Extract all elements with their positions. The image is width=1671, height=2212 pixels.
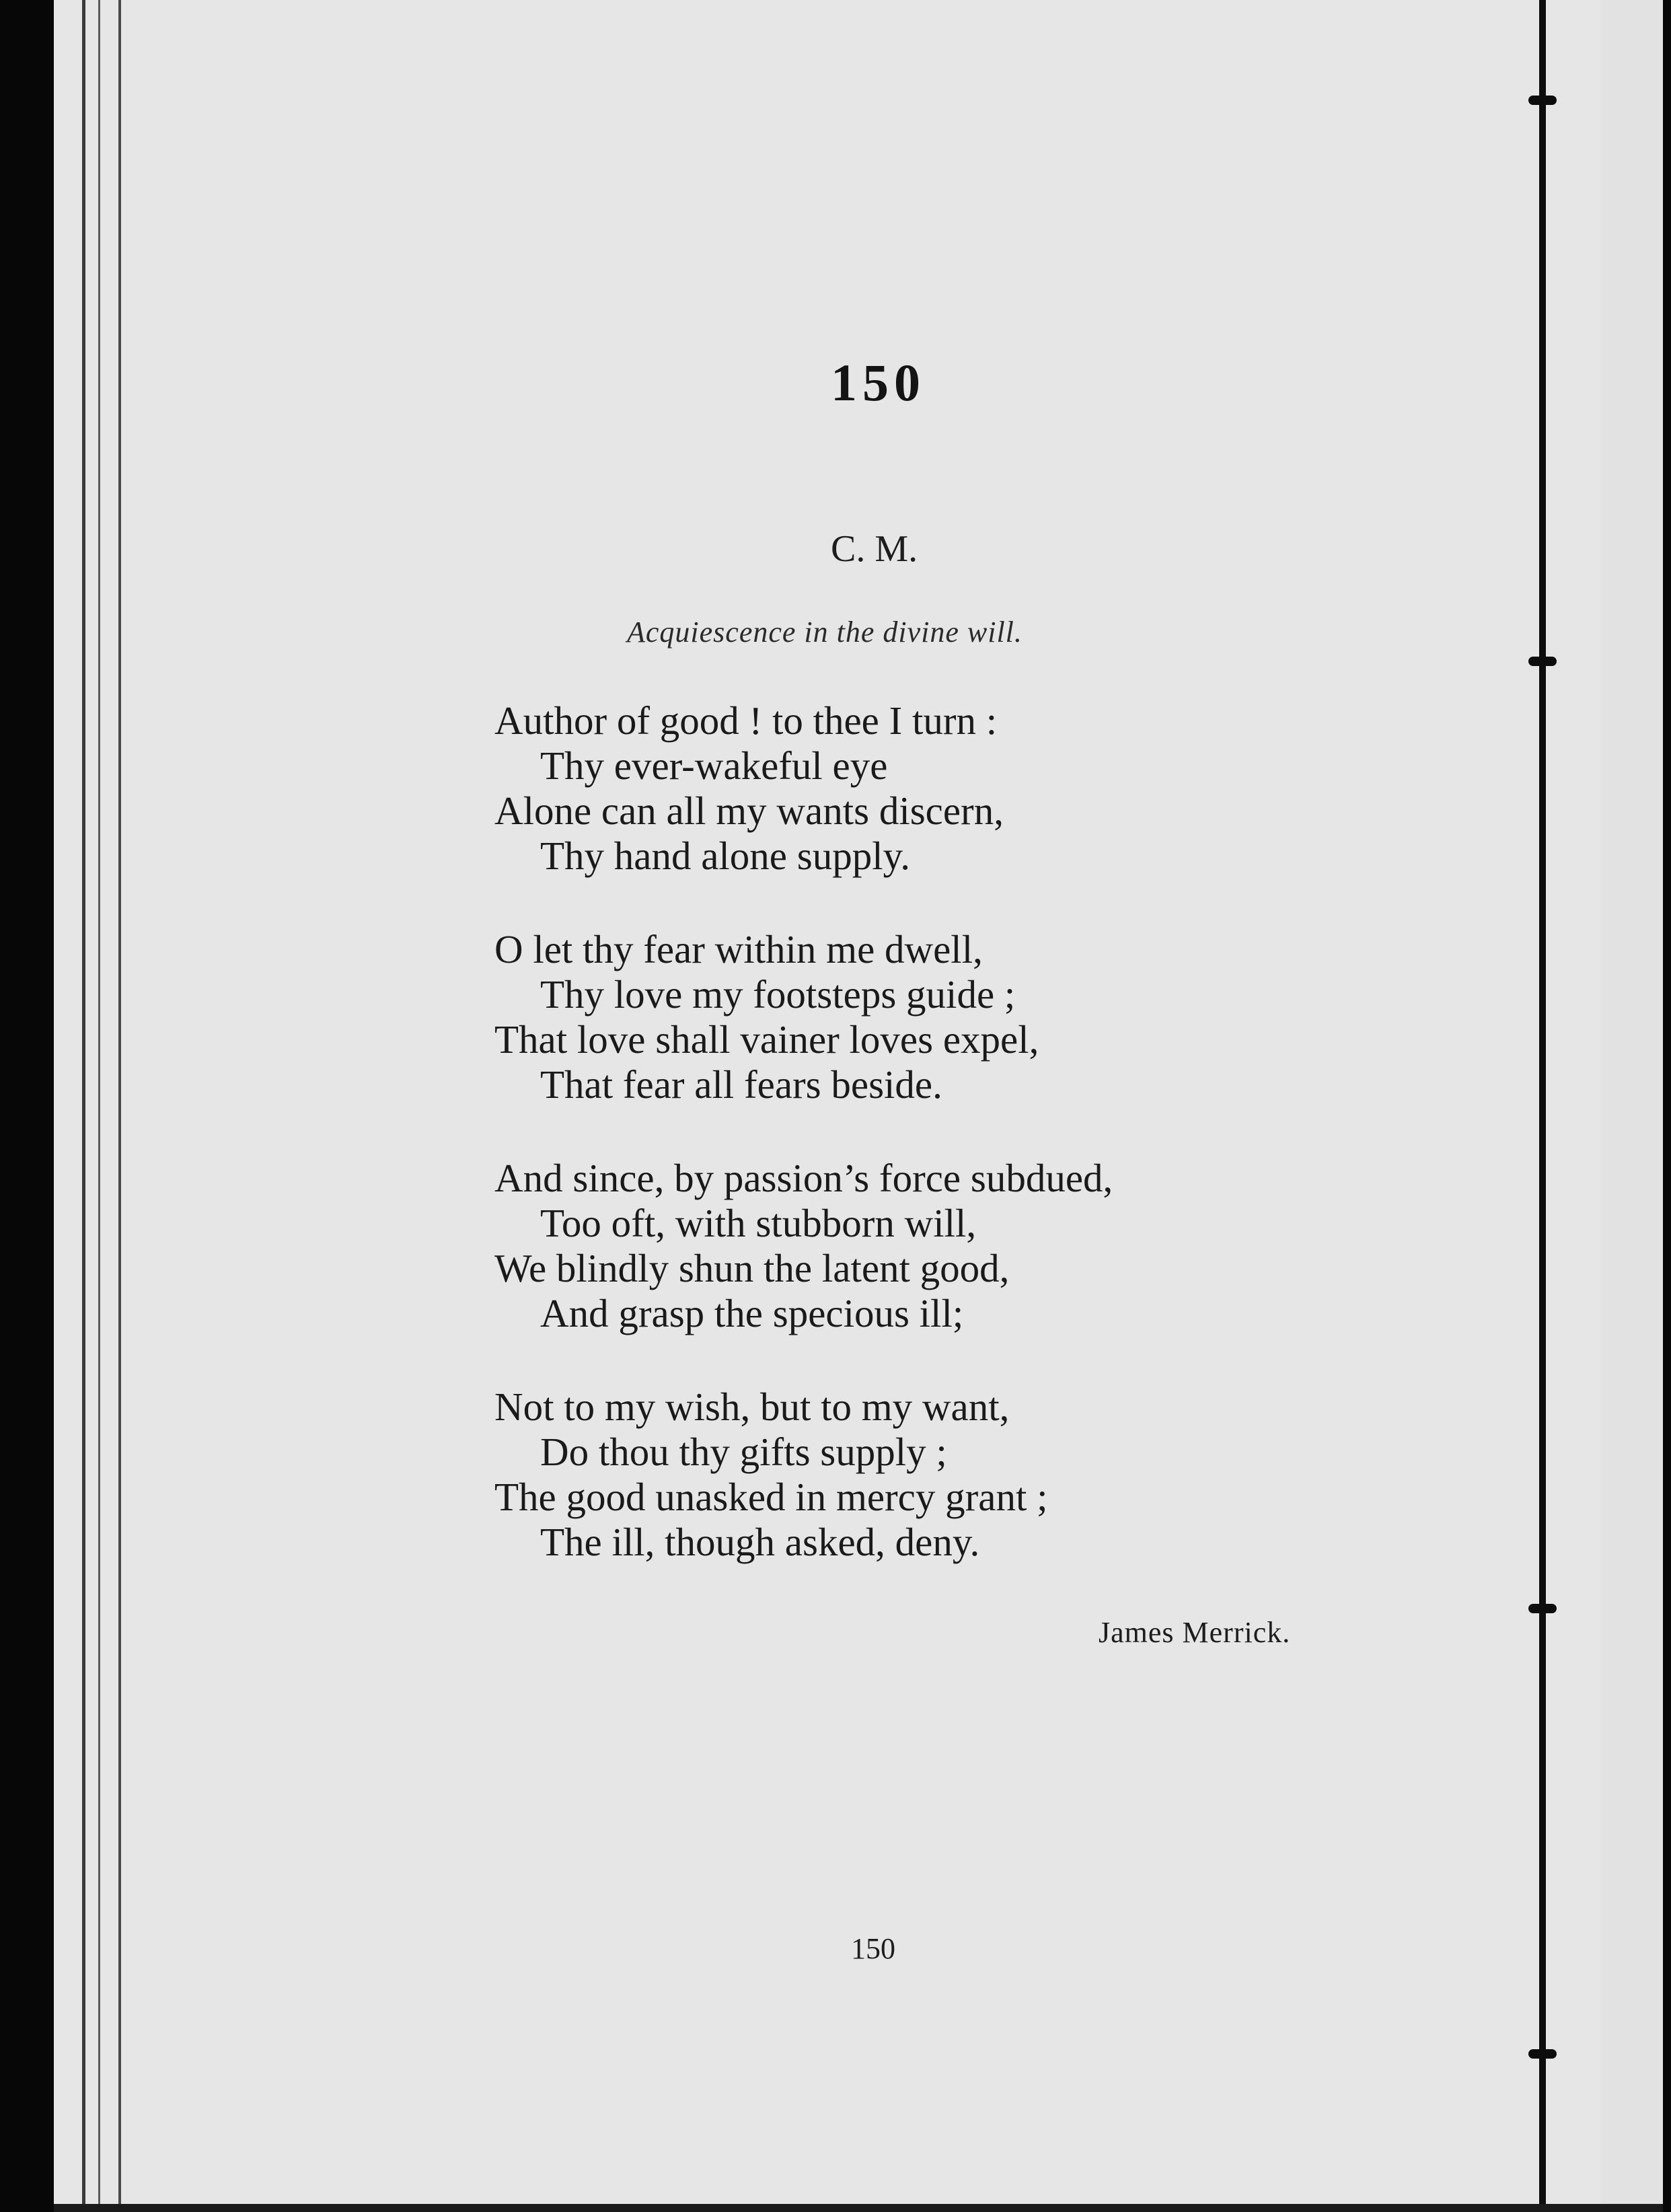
hymn-text [494,698,1503,1613]
left-margin-rule [82,0,85,2212]
hymn-meter: C. M. [831,528,918,570]
stanza [494,1156,1503,1336]
verse-line: That fear all fears beside. [540,1062,942,1107]
verse-line: Thy hand alone supply. [540,834,911,878]
verse-line: And since, by passion’s force subdued, [494,1156,1113,1200]
facing-page-edge [1601,0,1663,2212]
page-bottom-edge [54,2204,1663,2212]
hymn-number: 150 [831,353,926,412]
verse-line: That love shall vainer loves expel, [494,1017,1039,1062]
hymn-subtitle: Acquiescence in the divine will. [627,616,1023,649]
verse-line: We blindly shun the latent good, [494,1246,1010,1290]
verse-line: Alone can all my wants discern, [494,788,1004,833]
binding-stitch [1528,2049,1557,2059]
book-binding-edge [1539,0,1546,2212]
binding-stitch [1528,1604,1557,1613]
stanza [494,698,1503,879]
binding-stitch [1528,657,1557,666]
verse-line: The good unasked in mercy grant ; [494,1475,1048,1519]
left-margin-rule [118,0,121,2212]
verse-line: Thy ever-wakeful eye [540,743,888,788]
verse-line: Author of good ! to thee I turn : [494,698,998,743]
verse-line: Thy love my footsteps guide ; [540,972,1016,1017]
stanza [494,1385,1503,1565]
binding-stitch [1528,96,1557,105]
verse-line: And grasp the specious ill; [540,1291,964,1335]
hymn-author: James Merrick. [1099,1616,1291,1649]
scanned-page [54,0,1663,2212]
stanza [494,927,1503,1107]
verse-line: Do thou thy gifts supply ; [540,1430,947,1474]
verse-line: Too oft, with stubborn will, [540,1201,977,1245]
verse-line: The ill, though asked, deny. [540,1520,980,1564]
page-number: 150 [851,1932,895,1965]
verse-line: O let thy fear within me dwell, [494,927,983,971]
left-margin-rule [98,0,100,2212]
verse-line: Not to my wish, but to my want, [494,1385,1010,1429]
